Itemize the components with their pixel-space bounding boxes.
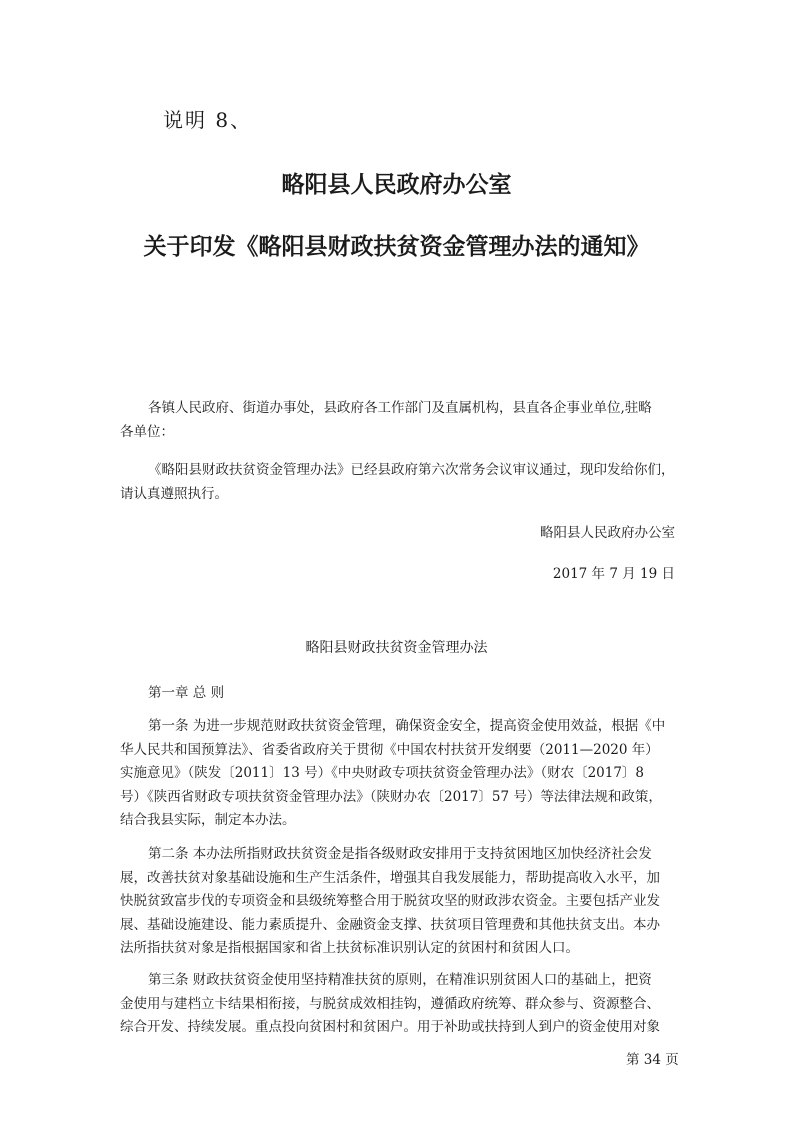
article-line: 综合开发、持续发展。重点投向贫困村和贫困户。用于补助或扶持到人到户的资金使用对象 <box>120 1019 660 1035</box>
notice-line: 《略阳县财政扶贫资金管理办法》已经县政府第六次常务会议审议通过，现印发给你们， <box>148 462 675 478</box>
article-line: 第二条 本办法所指财政扶贫资金是指各级财政安排用于支持贫困地区加快经济社会发 <box>148 846 652 862</box>
notice-title-line2: 关于印发《略阳县财政扶贫资金管理办法的通知》 <box>143 233 650 260</box>
article-line: 展，改善扶贫对象基础设施和生产生活条件，增强其自我发展能力，帮助提高收入水平，加 <box>120 869 660 886</box>
article-1 <box>120 715 675 833</box>
notice-title-line1: 略阳县人民政府办公室 <box>281 171 512 198</box>
article-line: 实施意见》（陕发〔2011〕13 号）《中央财政专项扶贫资金管理办法》（财农〔2017〕8 <box>120 765 645 781</box>
issue-date: 2017 年 7 月 19 日 <box>552 566 675 582</box>
article-3 <box>120 969 675 1040</box>
addressee-line: 各镇人民政府、街道办事处，县政府各工作部门及直属机构，县直各企事业单位,驻略 <box>148 400 652 416</box>
article-line: 第三条 财政扶贫资金使用坚持精准扶贫的原则，在精准识别贫困人口的基础上，把资 <box>148 972 652 988</box>
addressee-line: 各单位： <box>120 423 174 440</box>
article-line: 结合我县实际，制定本办法。 <box>120 812 296 828</box>
page-number: 第 34 页 <box>626 1052 679 1068</box>
article-line: 金使用与建档立卡结果相衔接，与脱贫成效相挂钩，遵循政府统筹、群众参与、资源整合、 <box>120 995 660 1012</box>
note-label: 说明 8、 <box>163 108 253 132</box>
notice-line: 请认真遵照执行。 <box>120 485 228 502</box>
article-line: 展、基础设施建设、能力素质提升、金融资金支撑、扶贫项目管理费和其他扶贫支出。本办 <box>120 916 660 933</box>
article-2 <box>120 843 675 961</box>
article-line: 号）《陕西省财政专项扶贫资金管理办法》（陕财办农〔2017〕57 号）等法律法规和政策， <box>120 788 662 805</box>
signature: 略阳县人民政府办公室 <box>540 525 675 541</box>
article-line: 第一条 为进一步规范财政扶贫资金管理，确保资金安全，提高资金使用效益，根据《中 <box>148 718 666 734</box>
article-line: 快脱贫致富步伐的专项资金和县级统筹整合用于脱贫攻坚的财政涉农资金。主要包括产业发 <box>120 893 660 909</box>
document-title: 略阳县财政扶贫资金管理办法 <box>305 640 488 656</box>
addressee-paragraph <box>120 397 675 444</box>
article-line: 华人民共和国预算法》、省委省政府关于贯彻《中国农村扶贫开发纲要（2011—2020 年） <box>120 741 659 758</box>
chapter-heading: 第一章 总 则 <box>148 685 225 701</box>
notice-paragraph <box>120 459 675 506</box>
article-line: 法所指扶贫对象是指根据国家和省上扶贫标准识别认定的贫困村和贫困人口。 <box>120 940 579 956</box>
